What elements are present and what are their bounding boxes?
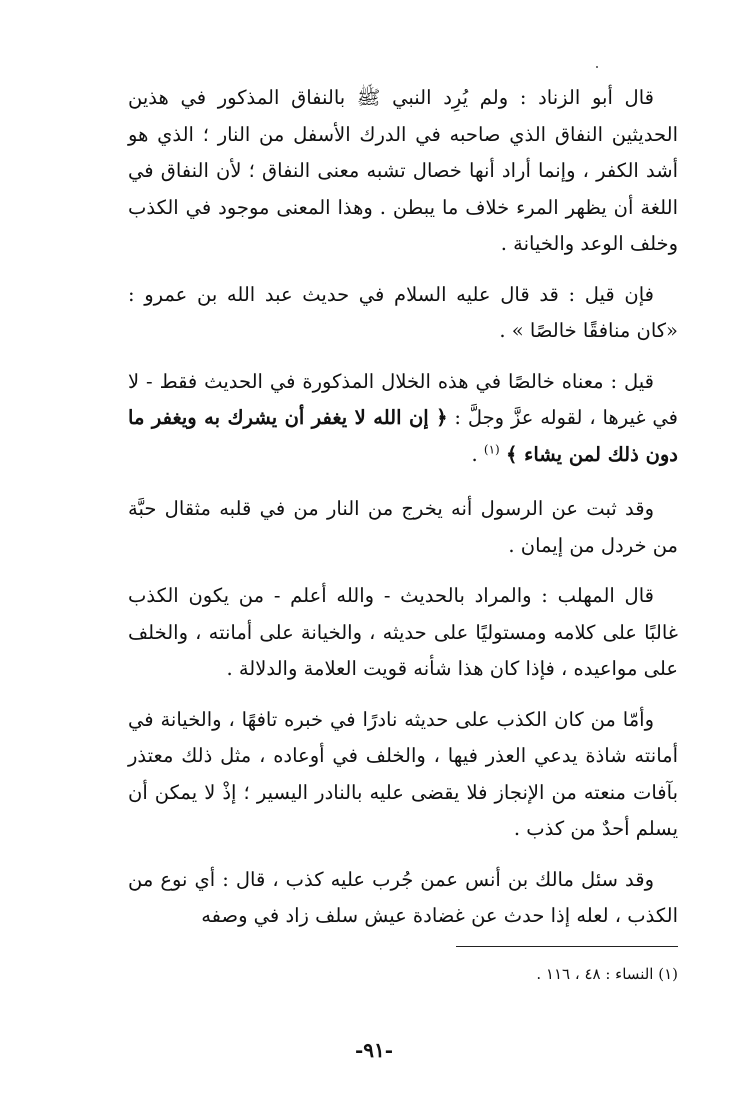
quran-verse: ﴿ إن الله لا يغفر أن يشرك به ويغفر ما دون ذلك لمن يشاء ﴾: [128, 406, 678, 466]
footnote-marker: (١): [483, 442, 500, 456]
paragraph-abu-zinad: قال أبو الزناد : ولم يُرِد النبي ﷺ بالنفاق المذكور في هذين الحديثين النفاق الذي صاحبه في الدرك الأسفل من النار ؛ الذي هو أشد الكفر ، وإنما أراد أنها خصال تشبه معنى النفاق ؛ لأن النفاق في اللغة أن يظهر المرء خلاف ما يبطن . وهذا المعنى موجود في الكذب وخلف الوعد والخيانة .: [128, 86, 678, 255]
page-speck: [596, 66, 598, 68]
paragraph-objection: فإن قيل : قد قال عليه السلام في حديث عبد الله بن عمرو : «كان منافقًا خالصًا » .: [128, 282, 678, 342]
footnote-divider: [456, 946, 678, 947]
page-number: -٩١-: [354, 1038, 394, 1062]
paragraph-rare-lying: وأمّا من كان الكذب على حديثه نادرًا في خبره تافهًا ، والخيانة في أمانته شاذة يدعي العذر فيها ، والخلف في أوعاده ، مثل ذلك معتذر بآفات منعته من الإنجاز فلا يقضى عليه بالنادر اليسير ؛ إذْ لا يمكن أن يسلم أحدٌ من كذب .: [128, 707, 678, 840]
reply-text: قيل : معناه خالصًا في هذه الخلال المذكورة في الحديث فقط - لا في غيرها ، لقوله عزَّ وجلَّ :: [128, 369, 678, 429]
paragraph-muhallab: قال المهلب : والمراد بالحديث - والله أعلم - من يكون الكذب غالبًا على كلامه ومستوليًا على حديثه ، والخيانة على أمانته ، والخلف على مواعيده ، فإذا كان هذا شأنه قويت العلامة والدلالة .: [128, 584, 678, 680]
footnote: (١) النساء : ٤٨ ، ١١٦ .: [536, 965, 678, 983]
paragraph-messenger: وقد ثبت عن الرسول أنه يخرج من النار من في قلبه مثقال حبَّة من خردل من إيمان .: [128, 497, 678, 557]
reply-end: .: [471, 442, 484, 466]
paragraph-malik: وقد سئل مالك بن أنس عمن جُرب عليه كذب ، قال : أي نوع من الكذب ، لعله إذا حدث عن غضادة عيش سلف زاد في وصفه: [128, 867, 678, 927]
paragraph-reply: [128, 364, 678, 474]
main-text: [128, 80, 678, 949]
